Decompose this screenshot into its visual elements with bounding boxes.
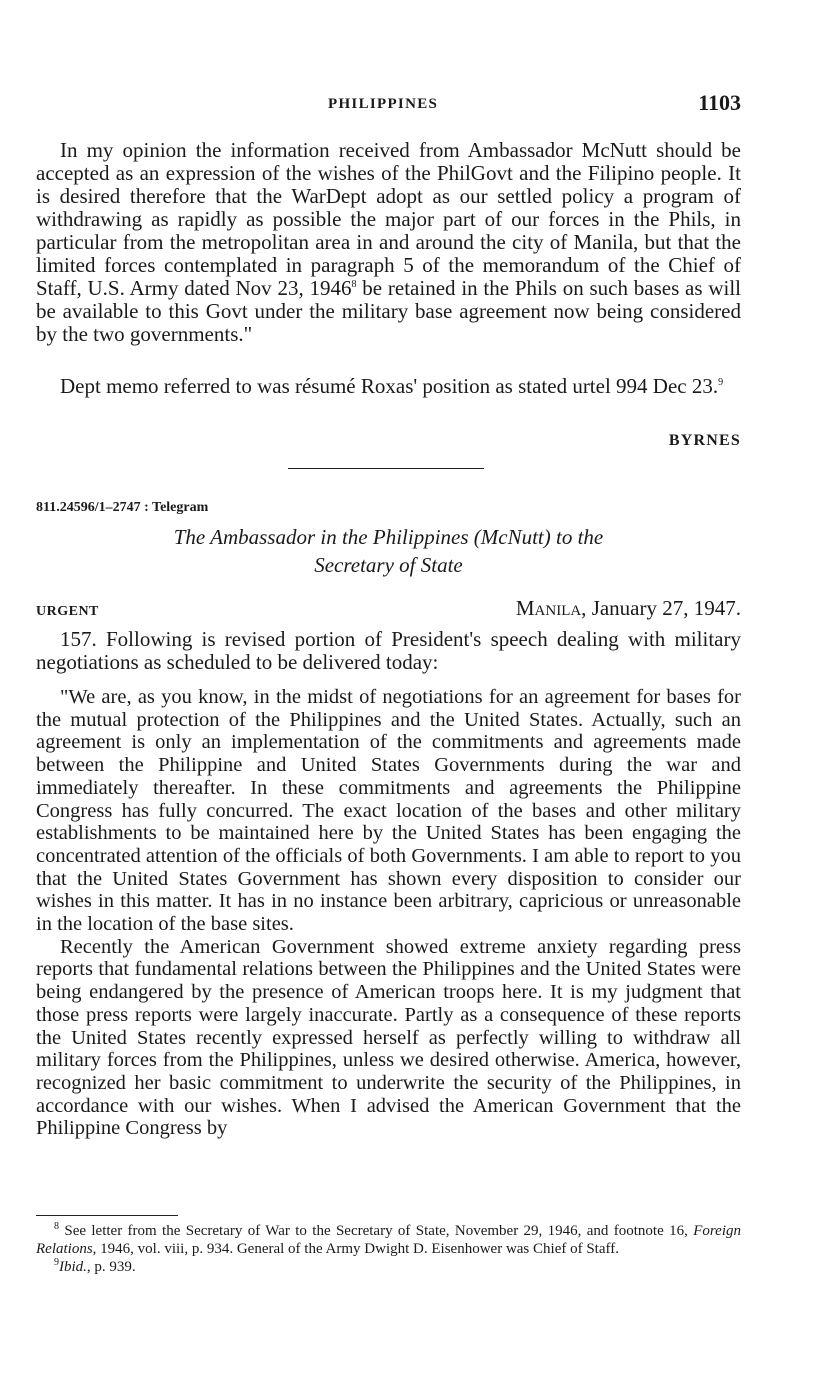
paragraph: Recently the American Government showed extreme anxiety regarding press reports that fundamental relations between the Philippines and the United States were being endangered by the presence of American troops here. It is my judgment that those press reports were largely inaccurate. Partly as a consequence of these reports the United States recently expressed herself as perfectly willing to withdraw all military forces from the Philippines, unless we desired otherwise. America, however, recognized her basic commitment to underwrite the security of the Philippines, in accordance with our wishes. When I advised the American Government that the Philippine Congress by xyxy=(36,935,741,1140)
heading-line: The Ambassador in the Philippines (McNutt) to the xyxy=(173,525,604,549)
paragraph xyxy=(36,139,741,346)
telegram-intro xyxy=(36,628,741,674)
heading-line: Secretary of State xyxy=(314,553,463,577)
para-text: be retained in the Phils on such bases as will be available to this Govt under the military base agreement now being considered by the two governments." xyxy=(36,276,741,346)
footnotes xyxy=(36,1222,741,1276)
running-head xyxy=(36,90,741,120)
memo-paragraph xyxy=(36,375,741,398)
footnote-divider xyxy=(36,1215,178,1216)
paragraph: "We are, as you know, in the midst of negotiations for an agreement for bases for the mutual protection of the Philippines and the United States. Actually, such an agreement is only an implementation of the commitments and agreements made between the Philippine and United States Governments during the war and immediately thereafter. In these commitments and agreements the Philippine Congress has fully concurred. The exact location of the bases and other military establishments to be maintained here by the United States has been engaging the concentrated attention of the officials of both Governments. I am able to report to you that the United States Government has shown every disposition to consider our wishes in this matter. It has in no instance been arbitrary, capricious or unreasonable in the location of the base sites. xyxy=(36,686,741,936)
document-heading xyxy=(36,523,741,579)
para-text: In my opinion the information received from Ambassador McNutt should be accepted as an expression of the wishes of the PhilGovt and the Filipino people. It is desired therefore that the WarDept adopt as our settled policy a program of withdrawing as rapidly as possible the major part of our forces in the Phils, in particular from the metropolitan area in and around the city of Manila, but that the limited forces contemplated in paragraph 5 of the memorandum of the Chief of Staff, U.S. Army dated Nov 23, 1946 xyxy=(36,138,741,300)
para-text: Dept memo referred to was résumé Roxas' position as stated urtel 994 Dec 23. xyxy=(60,374,719,398)
footnote-ref[interactable]: 9 xyxy=(718,377,724,388)
footnote xyxy=(36,1222,741,1258)
dateline xyxy=(516,596,741,621)
footnote-mark: 8 xyxy=(54,1221,59,1232)
footnote-text: , 1946, vol. viii, p. 934. General of the Army Dwight D. Eisenhower was Chief of Staff. xyxy=(92,1241,619,1257)
signature: BYRNES xyxy=(668,432,741,449)
footnote-title: Foreign Relations xyxy=(36,1223,741,1257)
place: Manila, xyxy=(515,596,587,620)
classification-label: URGENT xyxy=(36,604,99,619)
closing-paragraph xyxy=(36,139,741,346)
footnote-text: See letter from the Secretary of War to the Secretary of State, November 29, 1946, and footnote 16, xyxy=(64,1223,694,1239)
section-divider xyxy=(288,468,484,469)
paragraph xyxy=(36,375,741,398)
file-number: 811.24596/1–2747 : Telegram xyxy=(36,500,209,515)
footnote xyxy=(36,1258,741,1276)
speech-quote xyxy=(36,686,741,1140)
footnote-text: , p. 939. xyxy=(86,1259,136,1275)
footnote-mark: 9 xyxy=(54,1257,59,1268)
footnote-ref[interactable]: 8 xyxy=(351,279,357,290)
footnote-ibid: Ibid. xyxy=(59,1259,87,1275)
paragraph: 157. Following is revised portion of President's speech dealing with military negotiations as scheduled to be delivered today: xyxy=(36,627,741,674)
running-title: PHILIPPINES xyxy=(328,96,439,112)
date: January 27, 1947. xyxy=(591,596,741,620)
page-number: 1103 xyxy=(698,90,741,115)
